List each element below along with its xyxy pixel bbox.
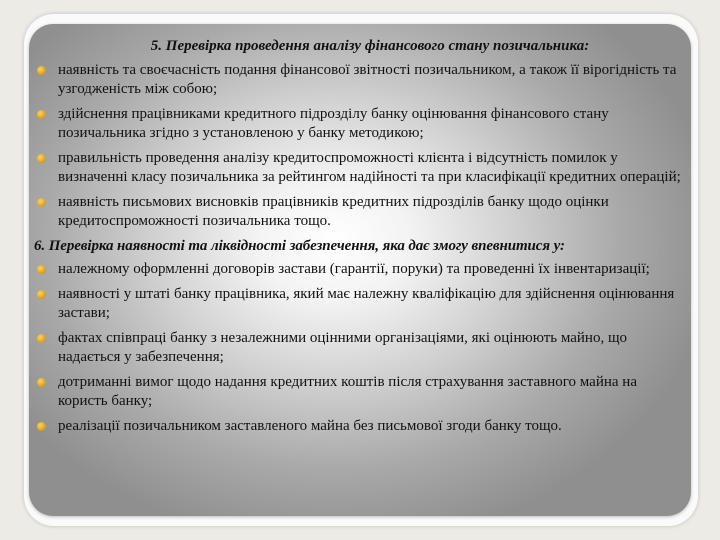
orange-bullet-icon	[37, 290, 46, 299]
orange-bullet-icon	[37, 66, 46, 75]
list-item: належному оформленні договорів застави (гарантії, поруки) та проведенні їх інвентаризації;	[34, 260, 686, 280]
section-5-heading: 5. Перевірка проведення аналізу фінансового стану позичальника:	[150, 38, 590, 54]
list-item: правильність проведення аналізу кредитоспроможності клієнта і відсутність помилок у визначенні класу позичальника за рейтингом надійності та при класифікації кредитних операцій;	[34, 149, 686, 188]
list-item: дотриманні вимог щодо надання кредитних коштів після страхування заставного майна на користь банку;	[34, 373, 686, 412]
list-item: наявності у штаті банку працівника, який має належну кваліфікацію для здійснення оцінювання застави;	[34, 285, 686, 324]
orange-bullet-icon	[37, 110, 46, 119]
list-item: наявність письмових висновків працівників кредитних підрозділів банку щодо оцінки кредитоспроможності позичальника тощо.	[34, 193, 686, 232]
orange-bullet-icon	[37, 154, 46, 163]
list-item: наявність та своєчасність подання фінансової звітності позичальником, а також її вірогідність та узгодженість між собою;	[34, 61, 686, 100]
orange-bullet-icon	[37, 334, 46, 343]
orange-bullet-icon	[37, 198, 46, 207]
slide-text-area	[34, 37, 686, 441]
section-5-list	[34, 61, 686, 232]
orange-bullet-icon	[37, 422, 46, 431]
section-6-heading: 6. Перевірка наявності та ліквідності забезпечення, яка дає змогу впевнитися у:	[34, 237, 565, 254]
section-6-list	[34, 260, 686, 436]
orange-bullet-icon	[37, 265, 46, 274]
list-item: здійснення працівниками кредитного підрозділу банку оцінювання фінансового стану позичальника згідно з установленою у банку методикою;	[34, 105, 686, 144]
orange-bullet-icon	[37, 378, 46, 387]
list-item: фактах співпраці банку з незалежними оцінними організаціями, які оцінюють майно, що надається у забезпечення;	[34, 329, 686, 368]
list-item: реалізації позичальником заставленого майна без письмової згоди банку тощо.	[34, 417, 686, 437]
